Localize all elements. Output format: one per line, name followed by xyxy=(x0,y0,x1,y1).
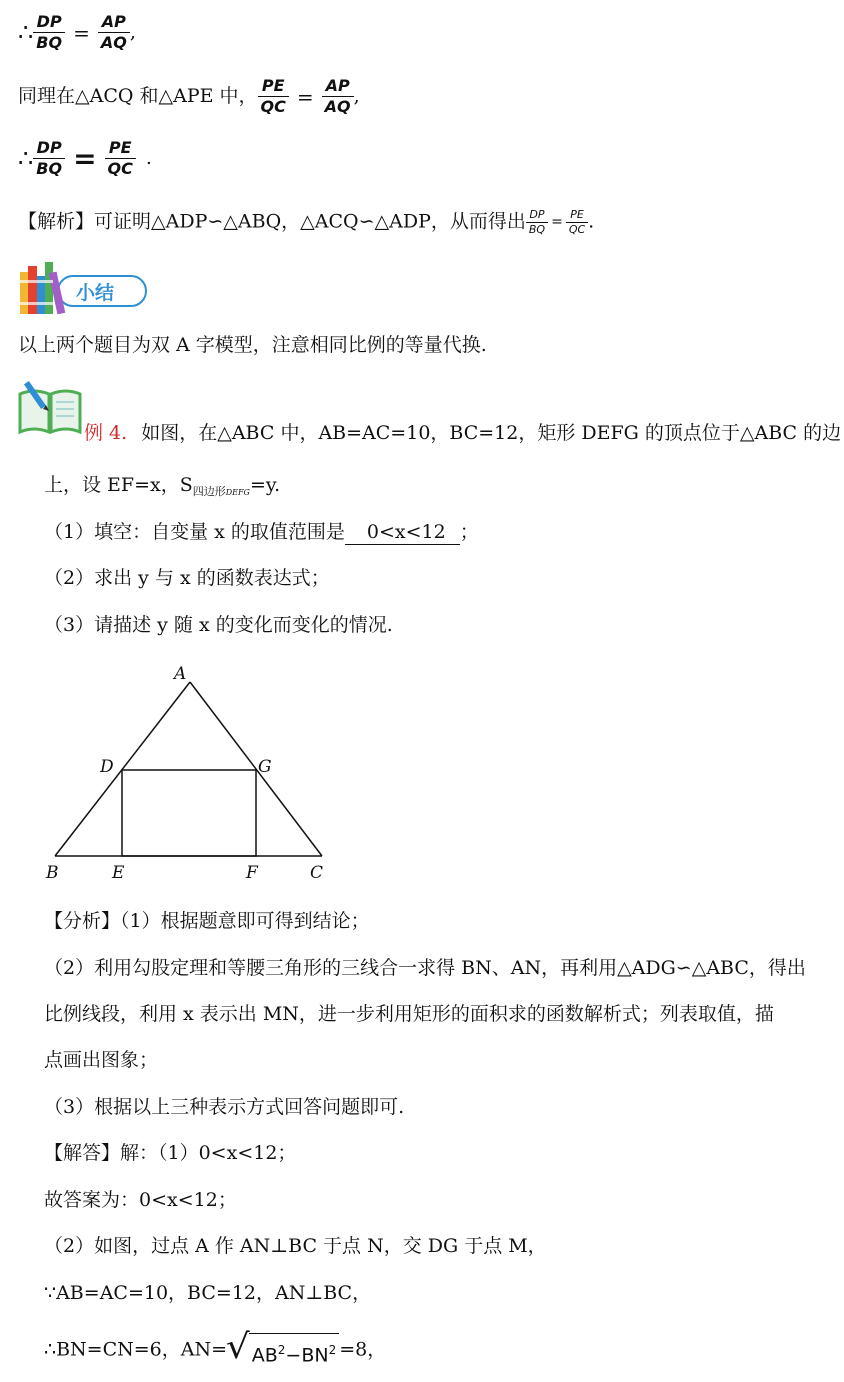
therefore-symbol: ∴ xyxy=(18,18,34,47)
fraction-ap-aq-2: $\frac{AP}{AQ}$ xyxy=(322,76,354,118)
jieda-line-2: 故答案为：0<x<12； xyxy=(44,1189,237,1211)
example-intro: 例 4. 如图，在△ABC 中，AB=AC=10，BC=12，矩形 DEFG 的顶点位于△ABC 的边 xyxy=(84,422,842,444)
jieda-line-3: （2）如图，过点 A 作 AN⊥BC 于点 N，交 DG 于点 M， xyxy=(44,1235,547,1257)
jieda-line-5: ∴BN=CN=6，AN= √ $AB^2-BN^2$ =8， xyxy=(44,1330,386,1369)
label-c: C xyxy=(310,863,324,883)
label-a: A xyxy=(174,664,187,684)
fraction-dp-bq: $\frac{DP}{BQ}$ xyxy=(33,12,65,54)
ratio-line-1: ∴ $\frac{DP}{BQ}$ = $\frac{AP}{AQ}$ , xyxy=(18,12,136,52)
fenxi-line-2: （2）利用勾股定理和等腰三角形的三线合一求得 BN、AN，再利用△ADG∽△ABC，得出 xyxy=(44,957,806,979)
label-g: G xyxy=(258,757,272,777)
ratio-line-2: 同理在△ACQ 和△APE 中， $\frac{PE}{QC}$ = $\frac{AP}{AQ}$ , xyxy=(18,76,360,116)
label-d: D xyxy=(100,757,114,777)
label-f: F xyxy=(246,863,258,883)
fenxi-line-4: 点画出图象； xyxy=(44,1049,159,1071)
answer-blank: 0<x<12 xyxy=(345,521,460,545)
fraction-pe-qc: $\frac{PE}{QC}$ xyxy=(258,76,289,118)
triangle-rectangle-figure xyxy=(40,660,340,890)
analysis-line: 【解析】可证明△ADP∽△ABQ，△ACQ∽△ADP，从而得出 $\frac{DP}{BQ}$ = $\frac{PE}{QC}$ . xyxy=(18,208,595,236)
jieda-line-4: ∵AB=AC=10，BC=12，AN⊥BC， xyxy=(44,1282,372,1304)
summary-books-icon xyxy=(18,262,148,318)
summary-badge-label: 小结 xyxy=(76,282,115,304)
sqrt-expression: √ $AB^2-BN^2$ xyxy=(227,1330,339,1369)
summary-text: 以上两个题目为双 A 字模型，注意相同比例的等量代换. xyxy=(18,334,487,356)
fraction-ap-aq: $\frac{AP}{AQ}$ xyxy=(98,12,130,54)
fenxi-line-5: （3）根据以上三种表示方式回答问题即可. xyxy=(44,1096,405,1118)
example-intro-2: 上，设 EF=x，$S_{四边形DEFG}=y$. xyxy=(44,474,281,498)
open-book-icon xyxy=(18,380,82,438)
fenxi-line-1: 【分析】（1）根据题意即可得到结论； xyxy=(44,910,370,932)
fenxi-line-3: 比例线段，利用 x 表示出 MN，进一步利用矩形的面积求的函数解析式；列表取值，描 xyxy=(44,1003,774,1025)
ratio-line-3: ∴ $\frac{DP}{BQ}$ = $\frac{PE}{QC}$ . xyxy=(18,138,152,178)
rectangle-defg xyxy=(122,770,256,856)
question-1: （1）填空：自变量 x 的取值范围是 0<x<12 ； xyxy=(44,521,479,543)
question-2: （2）求出 y 与 x 的函数表达式； xyxy=(44,567,330,589)
label-b: B xyxy=(46,863,59,883)
example-label: 例 4. xyxy=(84,422,128,444)
jieda-line-1: 【解答】解：（1）0<x<12； xyxy=(44,1142,297,1164)
question-3: （3）请描述 y 随 x 的变化而变化的情况. xyxy=(44,614,393,636)
label-e: E xyxy=(112,863,125,883)
